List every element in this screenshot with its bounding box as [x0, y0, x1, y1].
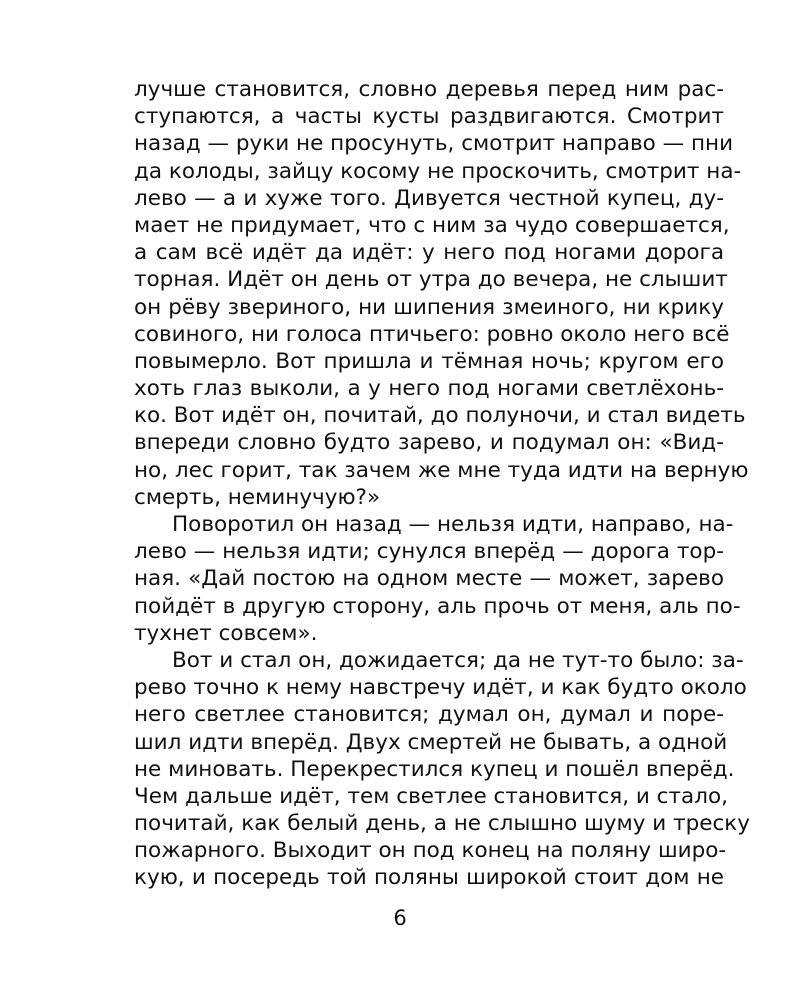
text-line: Поворотил он назад — нельзя идти, направо, на- — [172, 512, 734, 537]
text-line: назад — руки не просунуть, смотрит направо — пни — [134, 131, 734, 157]
text-line: мает не придумает, что с ним за чудо совершается, — [134, 212, 730, 238]
text-line: хоть глаз выколи, а у него под ногами светлёхонь- — [134, 376, 724, 402]
text-line: он рёву звериного, ни шипения змеиного, ни крику — [134, 294, 724, 320]
text-line: впереди словно будто зарево, и подумал он: «Вид- — [134, 430, 724, 456]
text-line: кую, и посередь той поляны широкой стоит дом не — [134, 865, 724, 891]
text-line: рево точно к нему навстречу идёт, и как будто около — [134, 675, 747, 701]
text-line: лево — нельзя идти; сунулся вперёд — дорога тор- — [134, 539, 724, 565]
text-line: лево — а и хуже того. Дивуется честной купец, ду- — [134, 185, 724, 211]
text-line: повымерло. Вот пришла и тёмная ночь; кругом его — [134, 348, 724, 374]
text-line: да колоды, зайцу косому не проскочить, смотрит на- — [134, 158, 742, 184]
text-line: тухнет совсем». — [134, 620, 318, 646]
text-line: смерть, неминучую?» — [134, 484, 381, 510]
text-line: Вот и стал он, дожидается; да не тут-то было: за- — [172, 647, 744, 673]
text-line: пойдёт в другую сторону, аль прочь от меня, аль по- — [134, 593, 741, 619]
text-line: но, лес горит, так зачем же мне туда идти на верную — [134, 457, 749, 483]
text-line: лучше становится, словно деревья перед ним рас- — [134, 77, 724, 102]
text-line: ная. «Дай постою на одном месте — может, зарево — [134, 566, 724, 592]
text-line: него светлее становится; думал он, думал и поре- — [134, 702, 724, 728]
text-line: Чем дальше идёт, тем светлее становится, и стало, — [134, 783, 728, 809]
page-number: 6 — [393, 906, 407, 930]
text-line: пожарного. Выходит он под конец на поляну широ- — [134, 838, 727, 864]
text-line: а сам всё идёт да идёт: у него под ногами дорога — [134, 240, 724, 266]
body-text — [134, 76, 751, 892]
text-line: торная. Идёт он день от утра до вечера, не слышит — [134, 267, 728, 293]
text-line: совиного, ни голоса птичьего: ровно около него всё — [134, 321, 730, 347]
text-line: шил идти вперёд. Двух смертей не бывать, а одной — [134, 729, 728, 755]
text-line: почитай, как белый день, а не слышно шуму и треску — [134, 811, 751, 837]
text-line: не миновать. Перекрестился купец и пошёл вперёд. — [134, 756, 735, 782]
text-line: ко. Вот идёт он, почитай, до полуночи, и стал видеть — [134, 403, 746, 429]
text-line: ступаются, а часты кусты раздвигаются. Смотрит — [134, 104, 724, 130]
